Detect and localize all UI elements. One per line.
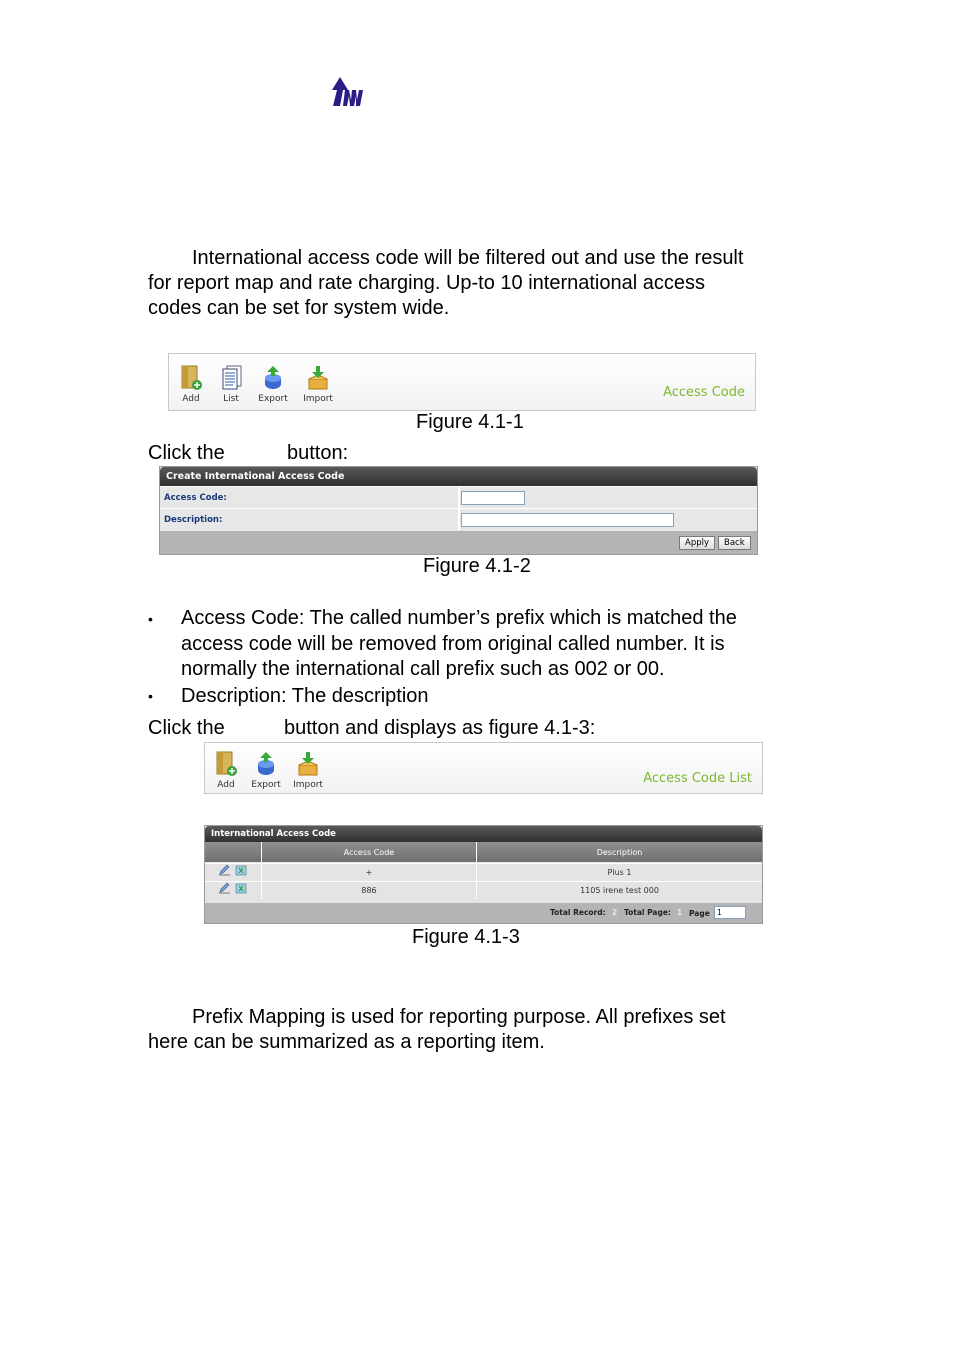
cell-description: Plus 1	[607, 868, 632, 877]
intro-line-1: International access code will be filtered out and use the result	[192, 247, 744, 269]
figure-caption-2: Figure 4.1-2	[423, 555, 531, 577]
total-records-value: 2	[612, 908, 618, 917]
toolbar-import-button[interactable]: Import	[301, 364, 335, 404]
table-footer	[205, 903, 762, 923]
access-code-toolbar	[168, 353, 756, 411]
table-row	[205, 863, 762, 881]
toolbar-title: Access Code	[663, 385, 745, 400]
total-pages-value: 1	[677, 908, 683, 917]
import-icon	[295, 750, 321, 778]
row-actions	[205, 864, 262, 881]
total-pages-label: Total Page:	[624, 908, 671, 917]
column-header-description[interactable]: Description	[477, 842, 762, 862]
page-input[interactable]	[714, 906, 746, 919]
bullet-marker: •	[148, 688, 153, 704]
export-icon	[253, 750, 279, 778]
prefix-line-1: Prefix Mapping is used for reporting purpose. All prefixes set	[192, 1006, 726, 1028]
access-code-row	[160, 486, 757, 508]
access-code-input[interactable]	[461, 491, 525, 505]
toolbar-add-button[interactable]: Add	[174, 364, 208, 404]
table-row	[205, 881, 762, 899]
intro-line-2: for report map and rate charging. Up-to 10 international access	[148, 272, 705, 294]
click-list-suffix: button and displays as figure 4.1-3:	[284, 717, 596, 739]
prefix-line-2: here can be summarized as a reporting item.	[148, 1031, 545, 1053]
cell-description: 1105 irene test 000	[580, 886, 659, 895]
company-logo	[330, 76, 368, 113]
edit-icon[interactable]	[218, 864, 232, 882]
folder-add-icon	[178, 364, 204, 392]
access-code-table	[204, 825, 763, 924]
description-input[interactable]	[461, 513, 674, 527]
intro-line-3: codes can be set for system wide.	[148, 297, 450, 319]
row-actions	[205, 882, 262, 899]
folder-add-icon	[213, 750, 239, 778]
table-header	[205, 842, 762, 862]
create-access-code-form	[159, 466, 758, 555]
page-label: Page	[689, 909, 710, 918]
click-list-prefix: Click the	[148, 717, 225, 739]
back-button[interactable]: Back	[718, 536, 751, 550]
figure-caption-1: Figure 4.1-1	[416, 411, 524, 433]
column-header-access-code[interactable]: Access Code	[262, 842, 477, 862]
delete-icon[interactable]	[234, 882, 248, 900]
description-row	[160, 508, 757, 530]
cell-access-code: +	[262, 864, 477, 881]
total-records-label: Total Record:	[550, 908, 606, 917]
bullet-access-code: Access Code: The called number’s prefix which is matched the access code will be removed from original called number. It is normally the international call prefix such as 002 or 00.	[181, 607, 737, 680]
toolbar-title: Access Code List	[643, 771, 752, 786]
access-code-list-toolbar	[204, 742, 763, 794]
toolbar-export-button[interactable]: Export	[256, 364, 290, 404]
toolbar-export-button[interactable]: Export	[249, 750, 283, 790]
click-add-prefix: Click the	[148, 442, 225, 464]
apply-button[interactable]: Apply	[679, 536, 715, 550]
toolbar-add-button[interactable]: Add	[209, 750, 243, 790]
access-code-label: Access Code:	[164, 493, 227, 503]
figure-caption-3: Figure 4.1-3	[412, 926, 520, 948]
toolbar-import-button[interactable]: Import	[291, 750, 325, 790]
description-label: Description:	[164, 515, 223, 525]
bullet-marker: •	[148, 611, 153, 627]
table-title: International Access Code	[205, 826, 762, 842]
delete-icon[interactable]	[234, 864, 248, 882]
edit-icon[interactable]	[218, 882, 232, 900]
bullet-description: Description: The description	[181, 685, 429, 707]
cell-access-code: 886	[262, 882, 477, 899]
import-icon	[305, 364, 331, 392]
export-icon	[260, 364, 286, 392]
form-footer	[160, 531, 757, 554]
toolbar-list-button[interactable]: List	[214, 364, 248, 404]
list-icon	[218, 364, 244, 392]
form-header: Create International Access Code	[160, 467, 757, 486]
column-header-actions	[205, 842, 262, 862]
click-add-suffix: button:	[287, 442, 349, 464]
